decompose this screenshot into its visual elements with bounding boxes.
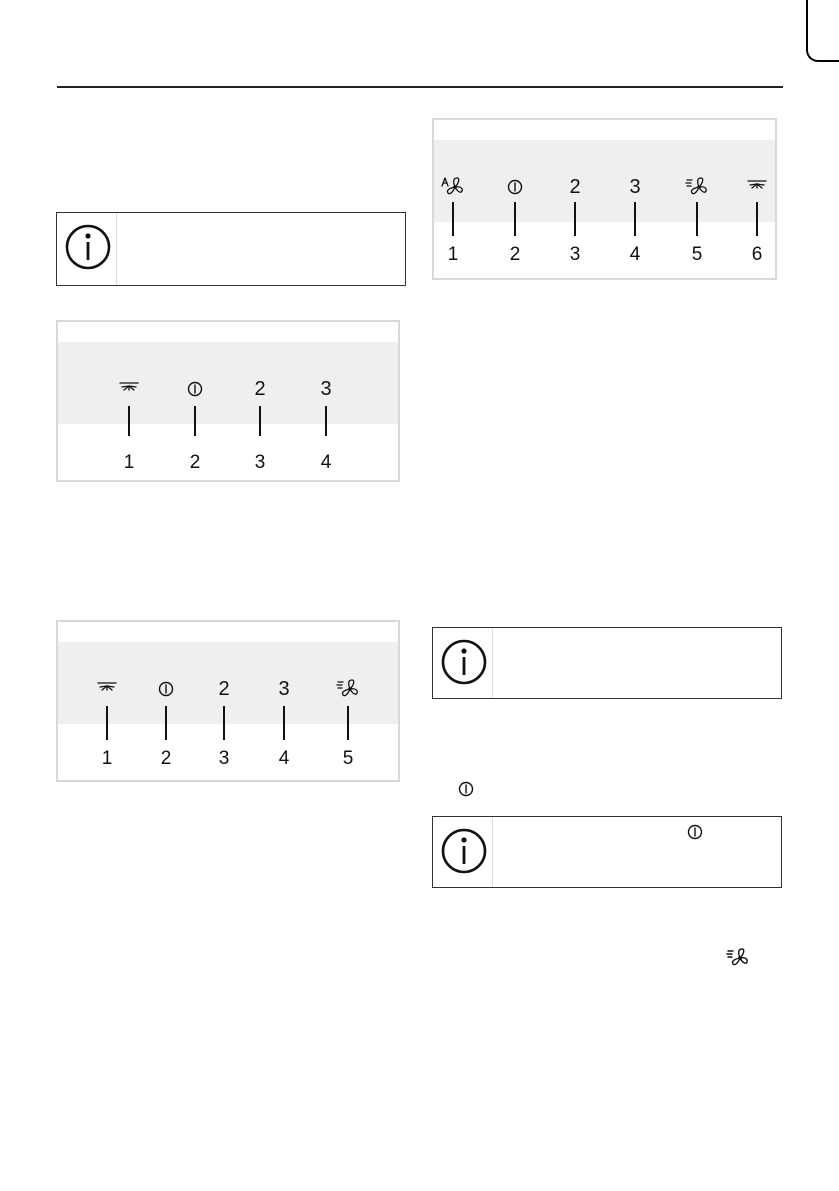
control-callout (194, 622, 254, 780)
callout-number: 6 (751, 244, 763, 265)
callout-line (514, 202, 516, 236)
info-note-3 (432, 816, 782, 888)
callout-line (347, 706, 349, 740)
light-icon (99, 378, 159, 400)
control-callout (296, 322, 356, 480)
info-icon (64, 223, 112, 271)
control-callout (230, 322, 290, 480)
callout-number: 1 (123, 452, 135, 473)
info-divider (492, 628, 493, 698)
callout-line (574, 202, 576, 236)
callout-number: 2 (509, 244, 521, 265)
callout-line (696, 202, 698, 236)
header-rule (57, 86, 783, 88)
callout-number: 4 (629, 244, 641, 265)
speed-level-label: 3 (629, 176, 641, 198)
info-note-2 (432, 627, 782, 699)
info-note-1 (56, 212, 406, 286)
control-callout (254, 622, 314, 780)
control-panel-2 (56, 620, 400, 782)
power-icon (136, 678, 196, 700)
control-callout (727, 120, 787, 278)
control-callout (485, 120, 545, 278)
fan-boost-icon (318, 678, 378, 700)
callout-number: 1 (447, 244, 459, 265)
power-icon (686, 823, 704, 841)
power-icon (457, 780, 475, 798)
callout-line (259, 406, 261, 436)
fan-auto-icon (423, 176, 483, 198)
info-divider (492, 817, 493, 887)
control-callout (77, 622, 137, 780)
callout-number: 1 (101, 748, 113, 769)
callout-number: 4 (278, 748, 290, 769)
control-callout (165, 322, 225, 480)
light-icon (727, 176, 787, 198)
info-divider (116, 213, 117, 285)
corner-cut-mark (806, 0, 839, 62)
callout-number: 3 (569, 244, 581, 265)
speed-level-label: 2 (254, 378, 266, 400)
control-callout (605, 120, 665, 278)
callout-number: 2 (160, 748, 172, 769)
callout-line (283, 706, 285, 740)
info-icon (440, 827, 488, 875)
control-panel-1 (56, 320, 400, 482)
callout-number: 2 (189, 452, 201, 473)
callout-line (165, 706, 167, 740)
control-callout (318, 622, 378, 780)
control-callout (423, 120, 483, 278)
light-icon (77, 678, 137, 700)
control-callout (667, 120, 727, 278)
callout-line (223, 706, 225, 740)
control-callout (545, 120, 605, 278)
speed-level-label: 2 (569, 176, 581, 198)
control-callout (136, 622, 196, 780)
callout-line (128, 406, 130, 436)
speed-level-label: 3 (320, 378, 332, 400)
fan-boost-icon (726, 946, 750, 970)
speed-level-label: 3 (278, 678, 290, 700)
callout-line (194, 406, 196, 436)
info-icon (440, 638, 488, 686)
callout-number: 3 (254, 452, 266, 473)
callout-line (452, 202, 454, 236)
speed-level-label: 2 (218, 678, 230, 700)
control-panel-3 (432, 118, 777, 280)
power-icon (485, 176, 545, 198)
power-icon (165, 378, 225, 400)
callout-line (106, 706, 108, 740)
callout-number: 4 (320, 452, 332, 473)
callout-line (634, 202, 636, 236)
callout-line (756, 202, 758, 236)
fan-boost-icon (667, 176, 727, 198)
callout-number: 3 (218, 748, 230, 769)
control-callout (99, 322, 159, 480)
callout-line (325, 406, 327, 436)
callout-number: 5 (342, 748, 354, 769)
callout-number: 5 (691, 244, 703, 265)
